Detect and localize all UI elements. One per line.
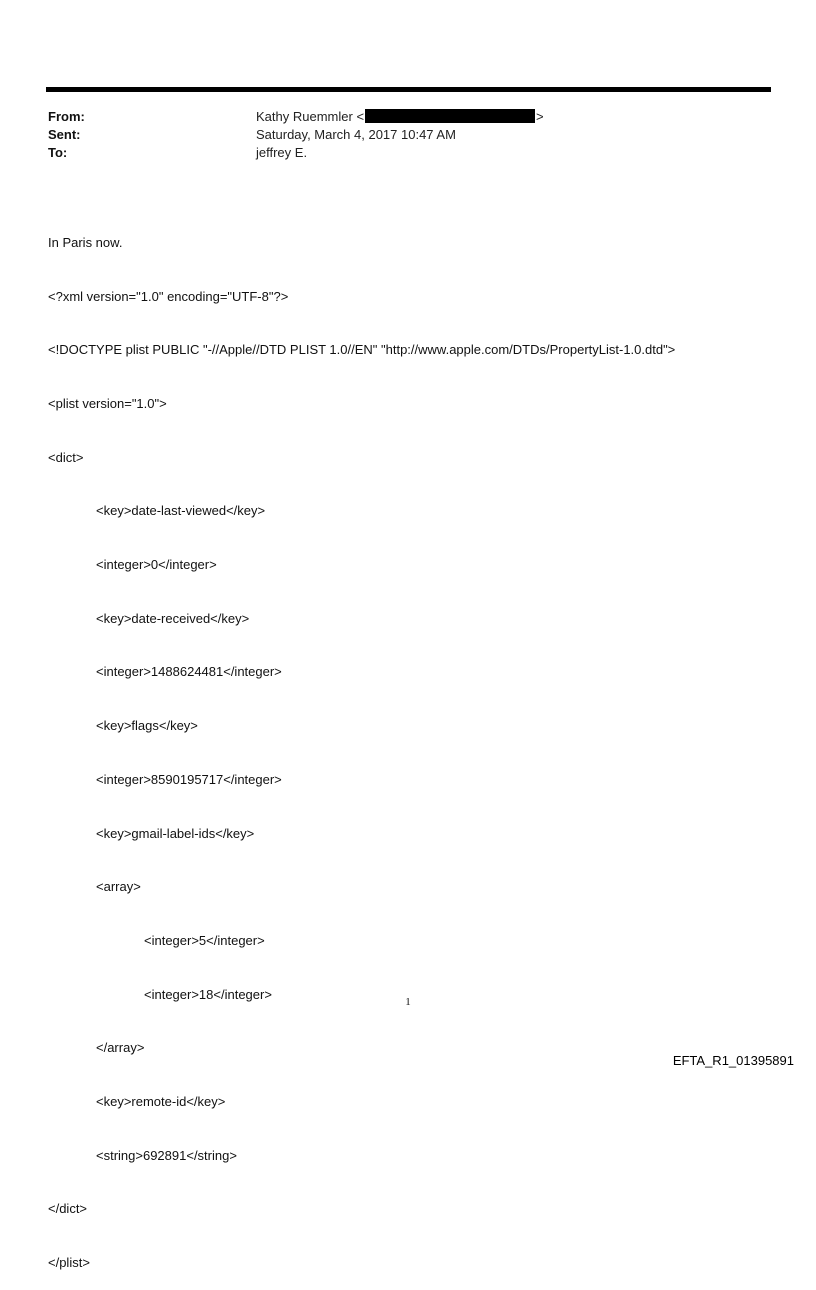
from-name: Kathy Ruemmler bbox=[256, 109, 353, 124]
body-line: <string>692891</string> bbox=[96, 1147, 237, 1163]
from-open-bracket: < bbox=[356, 109, 365, 124]
body-line: In Paris now. bbox=[48, 234, 123, 250]
to-label: To: bbox=[48, 145, 68, 160]
body-line: <dict> bbox=[48, 449, 84, 465]
sent-value: Saturday, March 4, 2017 10:47 AM bbox=[256, 127, 456, 142]
bates-number: EFTA_R1_01395891 bbox=[672, 1053, 794, 1068]
body-line: <plist version="1.0"> bbox=[48, 395, 167, 411]
to-value: jeffrey E. bbox=[256, 145, 308, 160]
body-line: <integer>8590195717</integer> bbox=[96, 771, 282, 787]
body-line: <integer>18</integer> bbox=[144, 986, 272, 1002]
sent-row bbox=[48, 126, 748, 144]
page-number: 1 bbox=[405, 996, 411, 1008]
body-line: <?xml version="1.0" encoding="UTF-8"?> bbox=[48, 288, 289, 304]
body-line: </array> bbox=[96, 1040, 145, 1056]
body-line: <integer>1488624481</integer> bbox=[96, 664, 282, 680]
from-row bbox=[48, 108, 748, 126]
body-line: <key>gmail-label-ids</key> bbox=[96, 825, 255, 841]
email-header bbox=[48, 108, 748, 162]
redaction-box bbox=[365, 109, 535, 123]
body-line: <array> bbox=[96, 879, 141, 895]
from-close-bracket: > bbox=[536, 109, 544, 124]
body-line: <integer>0</integer> bbox=[96, 557, 217, 573]
body-line: <!DOCTYPE plist PUBLIC "-//Apple//DTD PLIST 1.0//EN" "http://www.apple.com/DTDs/PropertyList-1.0.dtd"> bbox=[48, 342, 676, 358]
body-line: <key>date-received</key> bbox=[96, 610, 250, 626]
to-row bbox=[48, 144, 748, 162]
body-line: <integer>5</integer> bbox=[144, 932, 265, 948]
email-body bbox=[48, 198, 788, 1290]
sent-label: Sent: bbox=[48, 127, 81, 142]
body-line: <key>flags</key> bbox=[96, 718, 198, 734]
body-line: </plist> bbox=[48, 1255, 90, 1271]
from-label: From: bbox=[48, 109, 85, 124]
header-rule bbox=[46, 87, 771, 92]
body-line: <key>remote-id</key> bbox=[96, 1094, 226, 1110]
from-value bbox=[256, 108, 544, 126]
body-line: <key>date-last-viewed</key> bbox=[96, 503, 266, 519]
body-line: </dict> bbox=[48, 1201, 88, 1217]
